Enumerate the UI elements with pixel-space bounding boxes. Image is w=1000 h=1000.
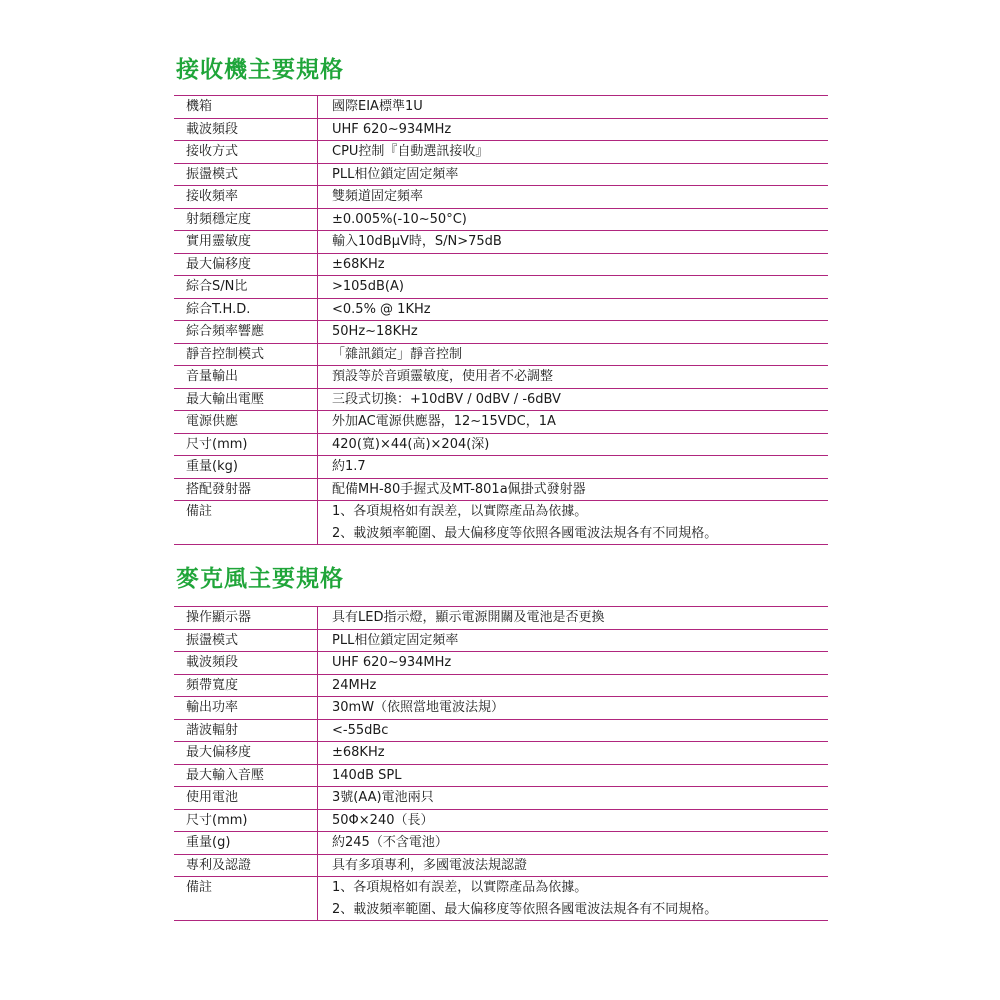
spec-value-line: ±68KHz — [332, 745, 385, 760]
spec-label: 操作顯示器 — [174, 607, 318, 630]
spec-row — [174, 343, 828, 366]
spec-value-line: 三段式切換：+10dBV / 0dBV / -6dBV — [332, 391, 561, 407]
spec-value-line: 雙頻道固定頻率 — [332, 189, 424, 204]
spec-label: 實用靈敏度 — [174, 231, 318, 254]
spec-value — [318, 832, 829, 855]
spec-row — [174, 298, 828, 321]
spec-label: 搭配發射器 — [174, 478, 318, 501]
spec-label: 電源供應 — [174, 411, 318, 434]
spec-value-line: 具有LED指示燈，顯示電源開關及電池是否更換 — [332, 610, 605, 625]
spec-row — [174, 764, 828, 787]
spec-value-line: 2、載波頻率範圍、最大偏移度等依照各國電波法規各有不同規格。 — [332, 901, 718, 917]
spec-row — [174, 478, 828, 501]
spec-value-line: CPU控制『自動選訊接收』 — [332, 144, 489, 159]
microphone-spec-table — [174, 606, 828, 921]
spec-value-line: 420(寬)×44(高)×204(深) — [332, 436, 490, 452]
spec-value — [318, 764, 829, 787]
spec-value-line: 140dB SPL — [332, 767, 402, 783]
spec-value-line: 30mW（依照當地電波法規） — [332, 700, 505, 715]
spec-label: 重量(kg) — [174, 456, 318, 479]
spec-value — [318, 118, 829, 141]
spec-row — [174, 231, 828, 254]
spec-label: 頻帶寬度 — [174, 674, 318, 697]
spec-label: 振盪模式 — [174, 163, 318, 186]
spec-value — [318, 276, 829, 299]
spec-value-line: 24MHz — [332, 677, 377, 693]
spec-label: 專利及認證 — [174, 854, 318, 877]
spec-value-line: PLL相位鎖定固定頻率 — [332, 166, 459, 182]
spec-row — [174, 719, 828, 742]
spec-label: 最大偏移度 — [174, 742, 318, 765]
spec-row — [174, 787, 828, 810]
spec-value — [318, 253, 829, 276]
spec-value-line: 輸入10dBμV時，S/N>75dB — [332, 234, 502, 249]
spec-value — [318, 321, 829, 344]
spec-value — [318, 388, 829, 411]
spec-value — [318, 652, 829, 675]
spec-value — [318, 877, 829, 921]
spec-value — [318, 163, 829, 186]
spec-row — [174, 697, 828, 720]
spec-value — [318, 141, 829, 164]
spec-value — [318, 629, 829, 652]
spec-row — [174, 652, 828, 675]
spec-label: 尺寸(mm) — [174, 809, 318, 832]
spec-value-line: 約1.7 — [332, 459, 366, 474]
spec-row — [174, 501, 828, 545]
spec-value — [318, 607, 829, 630]
receiver-spec-table — [174, 95, 828, 545]
spec-row — [174, 388, 828, 411]
spec-value — [318, 298, 829, 321]
microphone-spec-section — [174, 564, 828, 921]
spec-row — [174, 163, 828, 186]
spec-value — [318, 697, 829, 720]
spec-value-line: 外加AC電源供應器，12~15VDC，1A — [332, 414, 556, 429]
spec-value — [318, 343, 829, 366]
spec-value — [318, 854, 829, 877]
spec-value — [318, 809, 829, 832]
spec-label: 重量(g) — [174, 832, 318, 855]
spec-label: 載波頻段 — [174, 652, 318, 675]
spec-row — [174, 433, 828, 456]
spec-label: 最大輸出電壓 — [174, 388, 318, 411]
spec-value-line: 1、各項規格如有誤差，以實際產品為依據。 — [332, 504, 588, 519]
spec-row — [174, 629, 828, 652]
spec-value-line: ±68KHz — [332, 256, 385, 272]
spec-value — [318, 787, 829, 810]
spec-value — [318, 96, 829, 119]
spec-value-line: 約245（不含電池） — [332, 835, 448, 850]
spec-value-line: 1、各項規格如有誤差，以實際產品為依據。 — [332, 880, 588, 895]
spec-label: 備註 — [174, 877, 318, 921]
spec-label: 輸出功率 — [174, 697, 318, 720]
spec-row — [174, 366, 828, 389]
spec-value — [318, 231, 829, 254]
spec-value-line: 「雜訊鎖定」靜音控制 — [332, 346, 463, 362]
spec-label: 尺寸(mm) — [174, 433, 318, 456]
spec-row — [174, 96, 828, 119]
spec-value-line: <0.5% @ 1KHz — [332, 301, 431, 317]
spec-value — [318, 208, 829, 231]
spec-value-line: UHF 620~934MHz — [332, 121, 452, 137]
spec-value — [318, 411, 829, 434]
spec-row — [174, 607, 828, 630]
spec-row — [174, 118, 828, 141]
spec-value — [318, 719, 829, 742]
spec-value — [318, 186, 829, 209]
spec-row — [174, 742, 828, 765]
spec-label: 接收方式 — [174, 141, 318, 164]
spec-value-line: >105dB(A) — [332, 279, 404, 294]
spec-value-line: 預設等於音頭靈敏度，使用者不必調整 — [332, 369, 554, 384]
spec-value — [318, 501, 829, 545]
spec-row — [174, 186, 828, 209]
spec-value — [318, 433, 829, 456]
spec-row — [174, 456, 828, 479]
spec-row — [174, 253, 828, 276]
spec-value-line: 具有多項專利，多國電波法規認證 — [332, 857, 528, 873]
spec-row — [174, 674, 828, 697]
spec-label: 備註 — [174, 501, 318, 545]
receiver-spec-title: 接收機主要規格 — [176, 57, 344, 83]
spec-label: 射頻穩定度 — [174, 208, 318, 231]
spec-value — [318, 742, 829, 765]
spec-label: 使用電池 — [174, 787, 318, 810]
spec-value — [318, 456, 829, 479]
spec-value-line: PLL相位鎖定固定頻率 — [332, 632, 459, 648]
spec-value-line: 配備MH-80手握式及MT-801a佩掛式發射器 — [332, 481, 586, 497]
spec-label: 接收頻率 — [174, 186, 318, 209]
spec-row — [174, 141, 828, 164]
spec-value-line: 2、載波頻率範圍、最大偏移度等依照各國電波法規各有不同規格。 — [332, 525, 718, 541]
spec-label: 綜合S/N比 — [174, 276, 318, 299]
spec-value-line: 3號(AA)電池兩只 — [332, 790, 434, 805]
spec-row — [174, 321, 828, 344]
spec-label: 最大輸入音壓 — [174, 764, 318, 787]
spec-value — [318, 674, 829, 697]
spec-row — [174, 877, 828, 921]
spec-row — [174, 854, 828, 877]
spec-label: 靜音控制模式 — [174, 343, 318, 366]
spec-value — [318, 478, 829, 501]
spec-value-line: 50Φ×240（長） — [332, 812, 434, 828]
spec-value-line: ±0.005%(-10~50°C) — [332, 211, 467, 227]
spec-row — [174, 809, 828, 832]
spec-value-line: <-55dBc — [332, 722, 389, 738]
spec-label: 機箱 — [174, 96, 318, 119]
spec-value-line: 國際EIA標準1U — [332, 99, 423, 114]
spec-label: 振盪模式 — [174, 629, 318, 652]
spec-value — [318, 366, 829, 389]
spec-label: 綜合頻率響應 — [174, 321, 318, 344]
spec-value-line: 50Hz~18KHz — [332, 324, 418, 339]
spec-value-line: UHF 620~934MHz — [332, 655, 452, 670]
microphone-spec-title: 麥克風主要規格 — [176, 566, 344, 592]
spec-label: 諧波輻射 — [174, 719, 318, 742]
spec-label: 載波頻段 — [174, 118, 318, 141]
spec-label: 音量輸出 — [174, 366, 318, 389]
receiver-spec-section — [174, 55, 828, 545]
spec-label: 最大偏移度 — [174, 253, 318, 276]
spec-row — [174, 276, 828, 299]
spec-row — [174, 208, 828, 231]
spec-row — [174, 832, 828, 855]
spec-label: 綜合T.H.D. — [174, 298, 318, 321]
spec-row — [174, 411, 828, 434]
